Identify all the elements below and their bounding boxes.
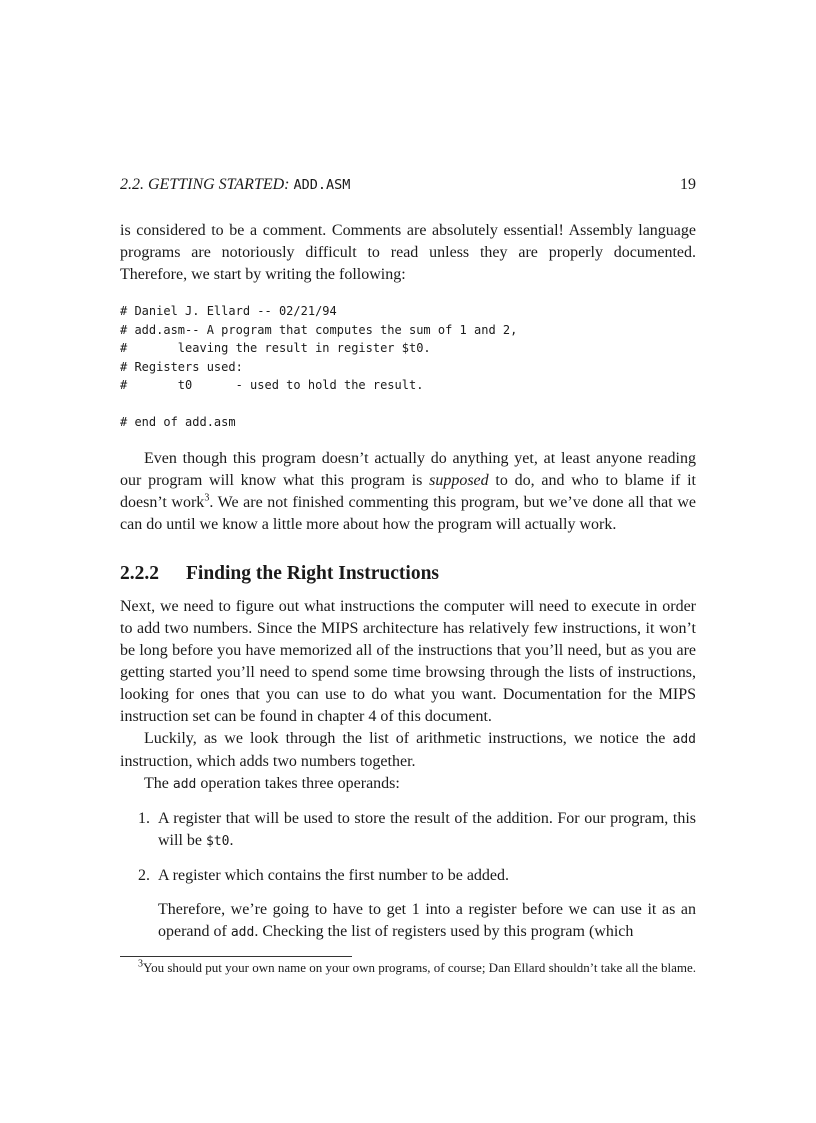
code-block-end: # end of add.asm xyxy=(120,414,236,429)
page-number: 19 xyxy=(680,176,696,193)
running-header xyxy=(120,176,696,194)
paragraph-3: Next, we need to figure out what instructions the computer will need to execute in order to add two numbers. Since the MIPS architecture has relatively few instructions, it won’t be long before you have memorized all of the instructions that you’ll need, but as you are getting started you’ll need to spend some time browsing through the lists of instructions, looking for ones that you can use to do what you want. Documentation for the MIPS instruction set can be found in chapter 4 of this document. xyxy=(120,597,696,725)
paragraph-4: Luckily, as we look through the list of arithmetic instructions, we notice the add instruction, which adds two numbers together. xyxy=(120,729,696,770)
inline-code-t0: $t0 xyxy=(206,833,230,849)
emphasis-supposed: supposed xyxy=(429,471,489,489)
section-code: ADD.ASM xyxy=(293,177,351,193)
code-block: # Daniel J. Ellard -- 02/21/94 # add.asm-- A program that computes the sum of 1 and 2, # leaving the result in register $t0. # Registers used: # t0 - used to hold the result. xyxy=(120,304,518,393)
footnote xyxy=(120,959,696,977)
section-heading-number: 2.2.2 xyxy=(120,562,159,584)
inline-code-add: add xyxy=(672,731,696,747)
section-title: 2.2. GETTING STARTED: ADD.ASM xyxy=(120,176,351,193)
paragraph-2: Even though this program doesn’t actually do anything yet, at least anyone reading our program will know what this program is supposed to do, and who to blame if it doesn’t work$^3$. We are not finished commenting this program, but we’ve done all that we can do until we know a little more about how the program will actually work. xyxy=(120,449,696,533)
footnote-rule xyxy=(120,956,352,957)
list-marker: 2. xyxy=(138,866,150,884)
inline-code-add: add xyxy=(172,776,197,792)
operand-list xyxy=(120,808,696,944)
section-heading-title: Finding the Right Instructions xyxy=(186,562,440,584)
section-heading xyxy=(120,563,696,585)
footnote-text: You should put your own name on your own programs, of course; Dan Ellard shouldn’t take all the blame. xyxy=(143,959,697,975)
footnote-ref: 3 xyxy=(204,492,210,504)
list-item: 1. A register that will be used to store the result of the addition. For our program, this will be $t0. xyxy=(138,809,696,849)
document-page xyxy=(120,176,696,977)
inline-code-add: add xyxy=(230,924,255,940)
list-item: 2. A register which contains the first number to be added. Therefore, we’re going to have to get 1 into a register before we can use it as an operand of add. Checking the list of registers used by this program (which xyxy=(138,866,696,940)
intro-paragraph: is considered to be a comment. Comments are absolutely essential! Assembly language programs are notoriously difficult to read unless they are properly documented. Therefore, we start by writing the following: xyxy=(120,222,696,283)
list-marker: 1. xyxy=(138,809,150,827)
footnote-mark: 3 xyxy=(138,958,143,970)
paragraph-5: The add operation takes three operands: xyxy=(144,774,400,792)
